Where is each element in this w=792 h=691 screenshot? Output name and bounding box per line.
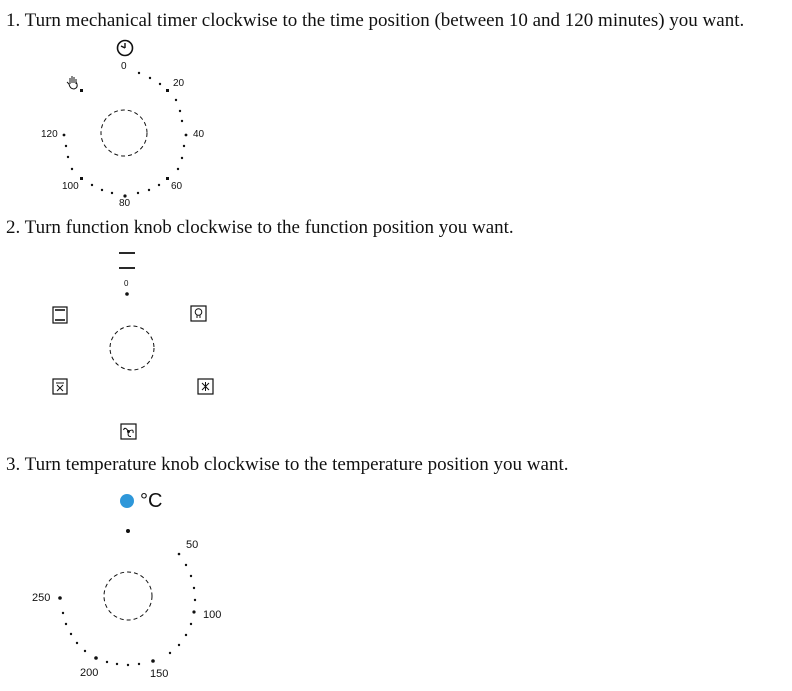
timer-label-80: 80 [119, 198, 131, 209]
indicator-dot [120, 494, 134, 508]
timer-label-20: 20 [173, 78, 185, 89]
temp-label-250: 250 [32, 592, 51, 604]
step-1-instruction: 1. Turn mechanical timer clockwise to the time position (between 10 and 120 minutes) you want. [6, 10, 745, 31]
timer-label-0: 0 [121, 61, 127, 72]
function-label-0: 0 [124, 279, 129, 288]
temperature-knob-outline [104, 572, 152, 620]
timer-label-60: 60 [171, 181, 183, 192]
step-2-instruction: 2. Turn function knob clockwise to the function position you want. [6, 217, 514, 238]
timer-label-40: 40 [193, 129, 205, 140]
temp-label-200: 200 [80, 667, 99, 679]
timer-label-120: 120 [41, 129, 58, 140]
temp-label-150: 150 [150, 668, 169, 680]
step-3-instruction: 3. Turn temperature knob clockwise to the temperature position you want. [6, 454, 569, 475]
temperature-dial-ticks [58, 553, 196, 667]
temp-label-50: 50 [186, 539, 199, 551]
celsius-unit: °C [140, 490, 163, 512]
temp-label-100: 100 [203, 609, 222, 621]
timer-label-100: 100 [62, 181, 79, 192]
